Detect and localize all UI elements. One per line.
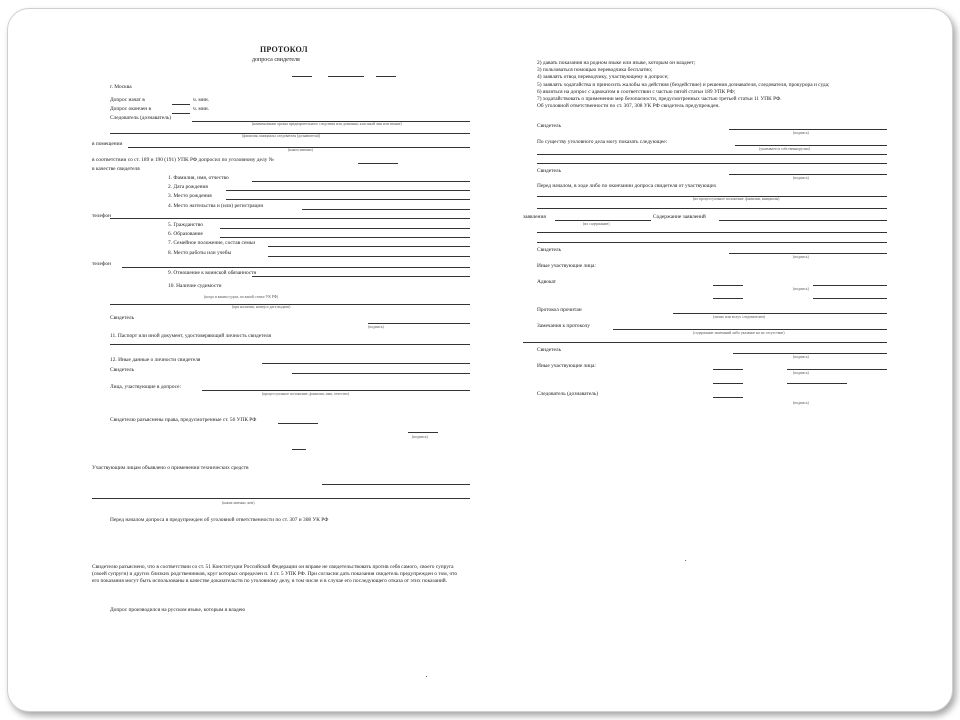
field-fio: 1. Фамилия, имя, отчество — [168, 175, 229, 181]
right-caption-signature-5: (подпись) — [793, 355, 809, 359]
field-phone-2: телефон — [92, 261, 111, 267]
remarks-label: Замечания к протоколу — [537, 323, 590, 329]
right-caption-signature-2: (подпись) — [793, 176, 809, 180]
witness-label: в качестве свидетеля — [92, 166, 140, 172]
rights-list — [537, 60, 891, 110]
signature-label-1: Свидетель — [110, 315, 135, 321]
rights-line-4: 5) заявлять ходатайства и приносить жалобы на действия (бездействие) и решения дознавателя, следователя, прокурора и суда; — [537, 81, 830, 88]
place-label: г. Москва — [110, 84, 132, 90]
caption-signature-2: (подпись) — [412, 435, 428, 439]
item-12: 12. Иные данные о личности свидетеля — [110, 357, 201, 363]
field-citizenship: 5. Гражданство — [168, 222, 203, 228]
signature-label-2: Свидетель — [110, 367, 135, 373]
premises-label: в помещении — [92, 141, 123, 147]
rights-line-6: 7) ходатайствовать о применении мер безопасности, предусмотренных частью третьей статьи 11 УПК РФ. — [537, 96, 782, 103]
field-education: 6. Образование — [168, 231, 203, 237]
rights-line-3: 4) заявлять отвод переводчику, участвующему в допросе; — [537, 74, 669, 81]
warning-line: Перед началом допроса я предупрежден об уголовной ответственности по ст. 307 и 308 УК РФ — [110, 517, 329, 523]
protocol-page-left — [92, 38, 472, 678]
main-paragraph: Свидетелю разъяснено, что в соответствии со ст. 51 Конституции Российской Федерации он вправе не свидетельствовать против себя самого, своего супруга (своей супруги) и других близких родственников, круг которых определен п. 4 ст. 5 УПК РФ. При согласии дать показания свидетель предупрежден о том, что его показания могут быть использованы в качестве доказательств по уголовному делу, в том числе и в случае его последующего отказа от этих показаний. — [92, 564, 458, 585]
rights-line-5: 6) являться на допрос с адвокатом в соответствии с частью пятой статьи 189 УПК РФ; — [537, 88, 736, 95]
lawyer-label: Адвокат — [537, 279, 556, 285]
field-record: 10. Наличие судимости — [168, 283, 222, 289]
content-label: Содержание заявлений — [653, 214, 706, 220]
rights-line-2: 3) пользоваться помощью переводчика бесплатно; — [537, 67, 653, 74]
caption-rank: (наименование органа предварительного следствия или дознания, классный чин или звание) — [252, 122, 402, 126]
tech-notice: Участвующим лицам объявлено о применении технических средств — [92, 465, 249, 471]
field-birth-place: 3. Место рождения — [168, 193, 212, 199]
caption-tech: (каких именно, кем) — [222, 501, 255, 505]
before-label: Перед началом, в ходе либо по окончании допроса свидетеля от участвующих — [537, 183, 717, 189]
caption-participants: (их процессуальное положение, фамилии, инициалы) — [693, 197, 780, 201]
field-military: 9. Отношение к воинской обязанности — [168, 270, 257, 276]
caption-content: (их содержание) — [583, 222, 610, 226]
right-investigator: Следователь (дознаватель) — [537, 391, 599, 397]
caption-read: (лично или вслух следователем) — [713, 315, 765, 319]
right-caption-signature-4: (подпись) — [793, 287, 809, 291]
document-title: ПРОТОКОЛ — [260, 45, 308, 54]
rights-line: Свидетелю разъяснены права, предусмотренные ст. 56 УПК РФ — [110, 417, 257, 423]
start-label: Допрос начат в — [110, 97, 145, 103]
rights-line-7: Об уголовной ответственности по ст. 307, 308 УК РФ свидетель предупрежден. — [537, 103, 720, 110]
rights-line-1: 2) давать показания на родном языке или языке, которым он владеет; — [537, 60, 696, 66]
right-caption-signature-1: (подпись) — [793, 131, 809, 135]
other-persons-1: Иные участвующие лица: — [537, 263, 596, 269]
end-label: Допрос окончен в — [110, 106, 152, 112]
statements-label: заявления — [523, 214, 546, 220]
other-persons-2: Иные участвующие лица: — [537, 363, 596, 369]
field-work: 8. Место работы или учебы — [168, 250, 232, 256]
right-caption-signature-6: (подпись) — [793, 371, 809, 375]
right-caption-signature-7: (подпись) — [793, 401, 809, 405]
field-birth-date: 2. Дата рождения — [168, 184, 208, 190]
language-line: Допрос производился на русском языке, которым я владею — [110, 607, 246, 613]
caption-signature-1: (подпись) — [368, 325, 384, 329]
case-line: По существу уголовного дела могу показать следующее: — [537, 139, 668, 145]
right-witness-2: Свидетель — [537, 168, 562, 174]
field-family: 7. Семейное положение, состав семьи — [168, 240, 256, 246]
legal-basis: в соответствии со ст. 189 и 190 (191) УПК РФ допросил по уголовному делу № — [92, 157, 274, 163]
item-11: 11. Паспорт или иной документ, удостоверяющий личность свидетеля — [110, 333, 272, 339]
investigator-label: Следователь (дознаватель) — [110, 115, 172, 121]
caption-others: (процессуальное положение, фамилия, имя, отчество) — [262, 392, 350, 396]
caption-remarks: (содержание замечаний либо указание на их отсутствие) — [693, 331, 785, 335]
document-subtitle: допроса свидетеля — [252, 57, 300, 63]
protocol-page-right — [523, 52, 891, 432]
start-suffix: ч. мин. — [193, 97, 209, 103]
right-witness-3: Свидетель — [537, 247, 562, 253]
caption-order: (при наличии, номер и дата выдачи) — [232, 305, 291, 309]
field-phone-1: телефон — [92, 213, 111, 219]
right-witness-4: Свидетель — [537, 347, 562, 353]
caption-premises: (каком именно) — [288, 148, 313, 152]
end-suffix: ч. мин. — [193, 106, 209, 112]
caption-judgement: (когда и каким судом, по какой статье УК РФ) — [204, 295, 279, 299]
field-residence: 4. Место жительства и (или) регистрации — [168, 203, 264, 209]
right-signature-label-1: Свидетель — [537, 123, 562, 129]
right-caption-signature-3: (подпись) — [793, 255, 809, 259]
protocol-read: Протокол прочитан — [537, 307, 582, 313]
caption-handwritten: (указывается собственноручно) — [759, 147, 811, 151]
caption-fio: (фамилия, инициалы следователя (дознавателя)) — [242, 134, 321, 138]
others-label: Лица, участвующие в допросе: — [110, 384, 182, 390]
